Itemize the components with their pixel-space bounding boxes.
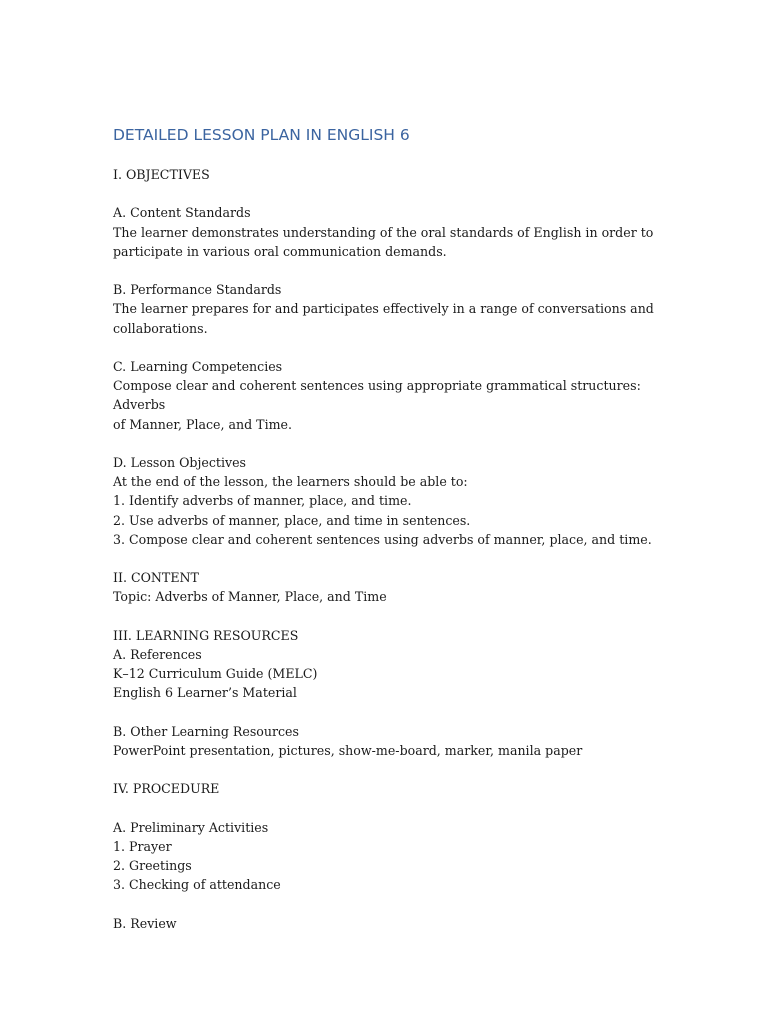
performance-standards-text: collaborations. (113, 320, 208, 336)
lesson-objectives-heading: D. Lesson Objectives (113, 454, 247, 470)
preliminary-activity-item: 3. Checking of attendance (113, 877, 281, 893)
learning-competencies-heading: C. Learning Competencies (113, 358, 283, 374)
other-resources-heading: B. Other Learning Resources (113, 723, 299, 739)
other-resources-text: PowerPoint presentation, pictures, show-me-board, marker, manila paper (113, 742, 583, 758)
content-heading: II. CONTENT (113, 570, 199, 586)
procedure-heading: IV. PROCEDURE (113, 781, 220, 797)
performance-standards-heading: B. Performance Standards (113, 282, 282, 298)
references-heading: A. References (113, 646, 202, 662)
spacer (113, 549, 673, 568)
objectives-heading: I. OBJECTIVES (113, 167, 210, 182)
learning-competencies-text: of Manner, Place, and Time. (113, 416, 292, 432)
spacer (113, 338, 673, 357)
spacer (113, 261, 673, 280)
spacer (113, 434, 673, 453)
spacer (113, 184, 673, 203)
lesson-objectives-intro: At the end of the lesson, the learners should be able to: (113, 474, 468, 490)
preliminary-activities-heading: A. Preliminary Activities (113, 819, 269, 835)
content-topic: Topic: Adverbs of Manner, Place, and Time (113, 589, 387, 605)
spacer (113, 760, 673, 779)
performance-standards-text: The learner prepares for and participates effectively in a range of conversations and (113, 301, 654, 317)
document-page (113, 124, 673, 933)
reference-item: English 6 Learner’s Material (113, 685, 297, 701)
learning-competencies-text: Compose clear and coherent sentences using appropriate grammatical structures: Adverbs (113, 378, 645, 413)
preliminary-activity-item: 2. Greetings (113, 858, 192, 874)
learning-resources-heading: III. LEARNING RESOURCES (113, 627, 299, 643)
document-title: DETAILED LESSON PLAN IN ENGLISH 6 (113, 126, 410, 144)
reference-item: K–12 Curriculum Guide (MELC) (113, 666, 318, 682)
review-heading: B. Review (113, 915, 177, 931)
spacer (113, 895, 673, 914)
lesson-objective-item: 2. Use adverbs of manner, place, and time in sentences. (113, 512, 471, 528)
preliminary-activity-item: 1. Prayer (113, 838, 172, 854)
spacer (113, 799, 673, 818)
content-standards-text: The learner demonstrates understanding of the oral standards of English in order to (113, 224, 654, 240)
content-standards-text: participate in various oral communication demands. (113, 243, 447, 259)
content-standards-heading: A. Content Standards (113, 205, 251, 221)
lesson-objective-item: 3. Compose clear and coherent sentences using adverbs of manner, place, and time. (113, 531, 652, 547)
spacer (113, 703, 673, 722)
spacer (113, 607, 673, 626)
lesson-objective-item: 1. Identify adverbs of manner, place, and time. (113, 493, 412, 509)
